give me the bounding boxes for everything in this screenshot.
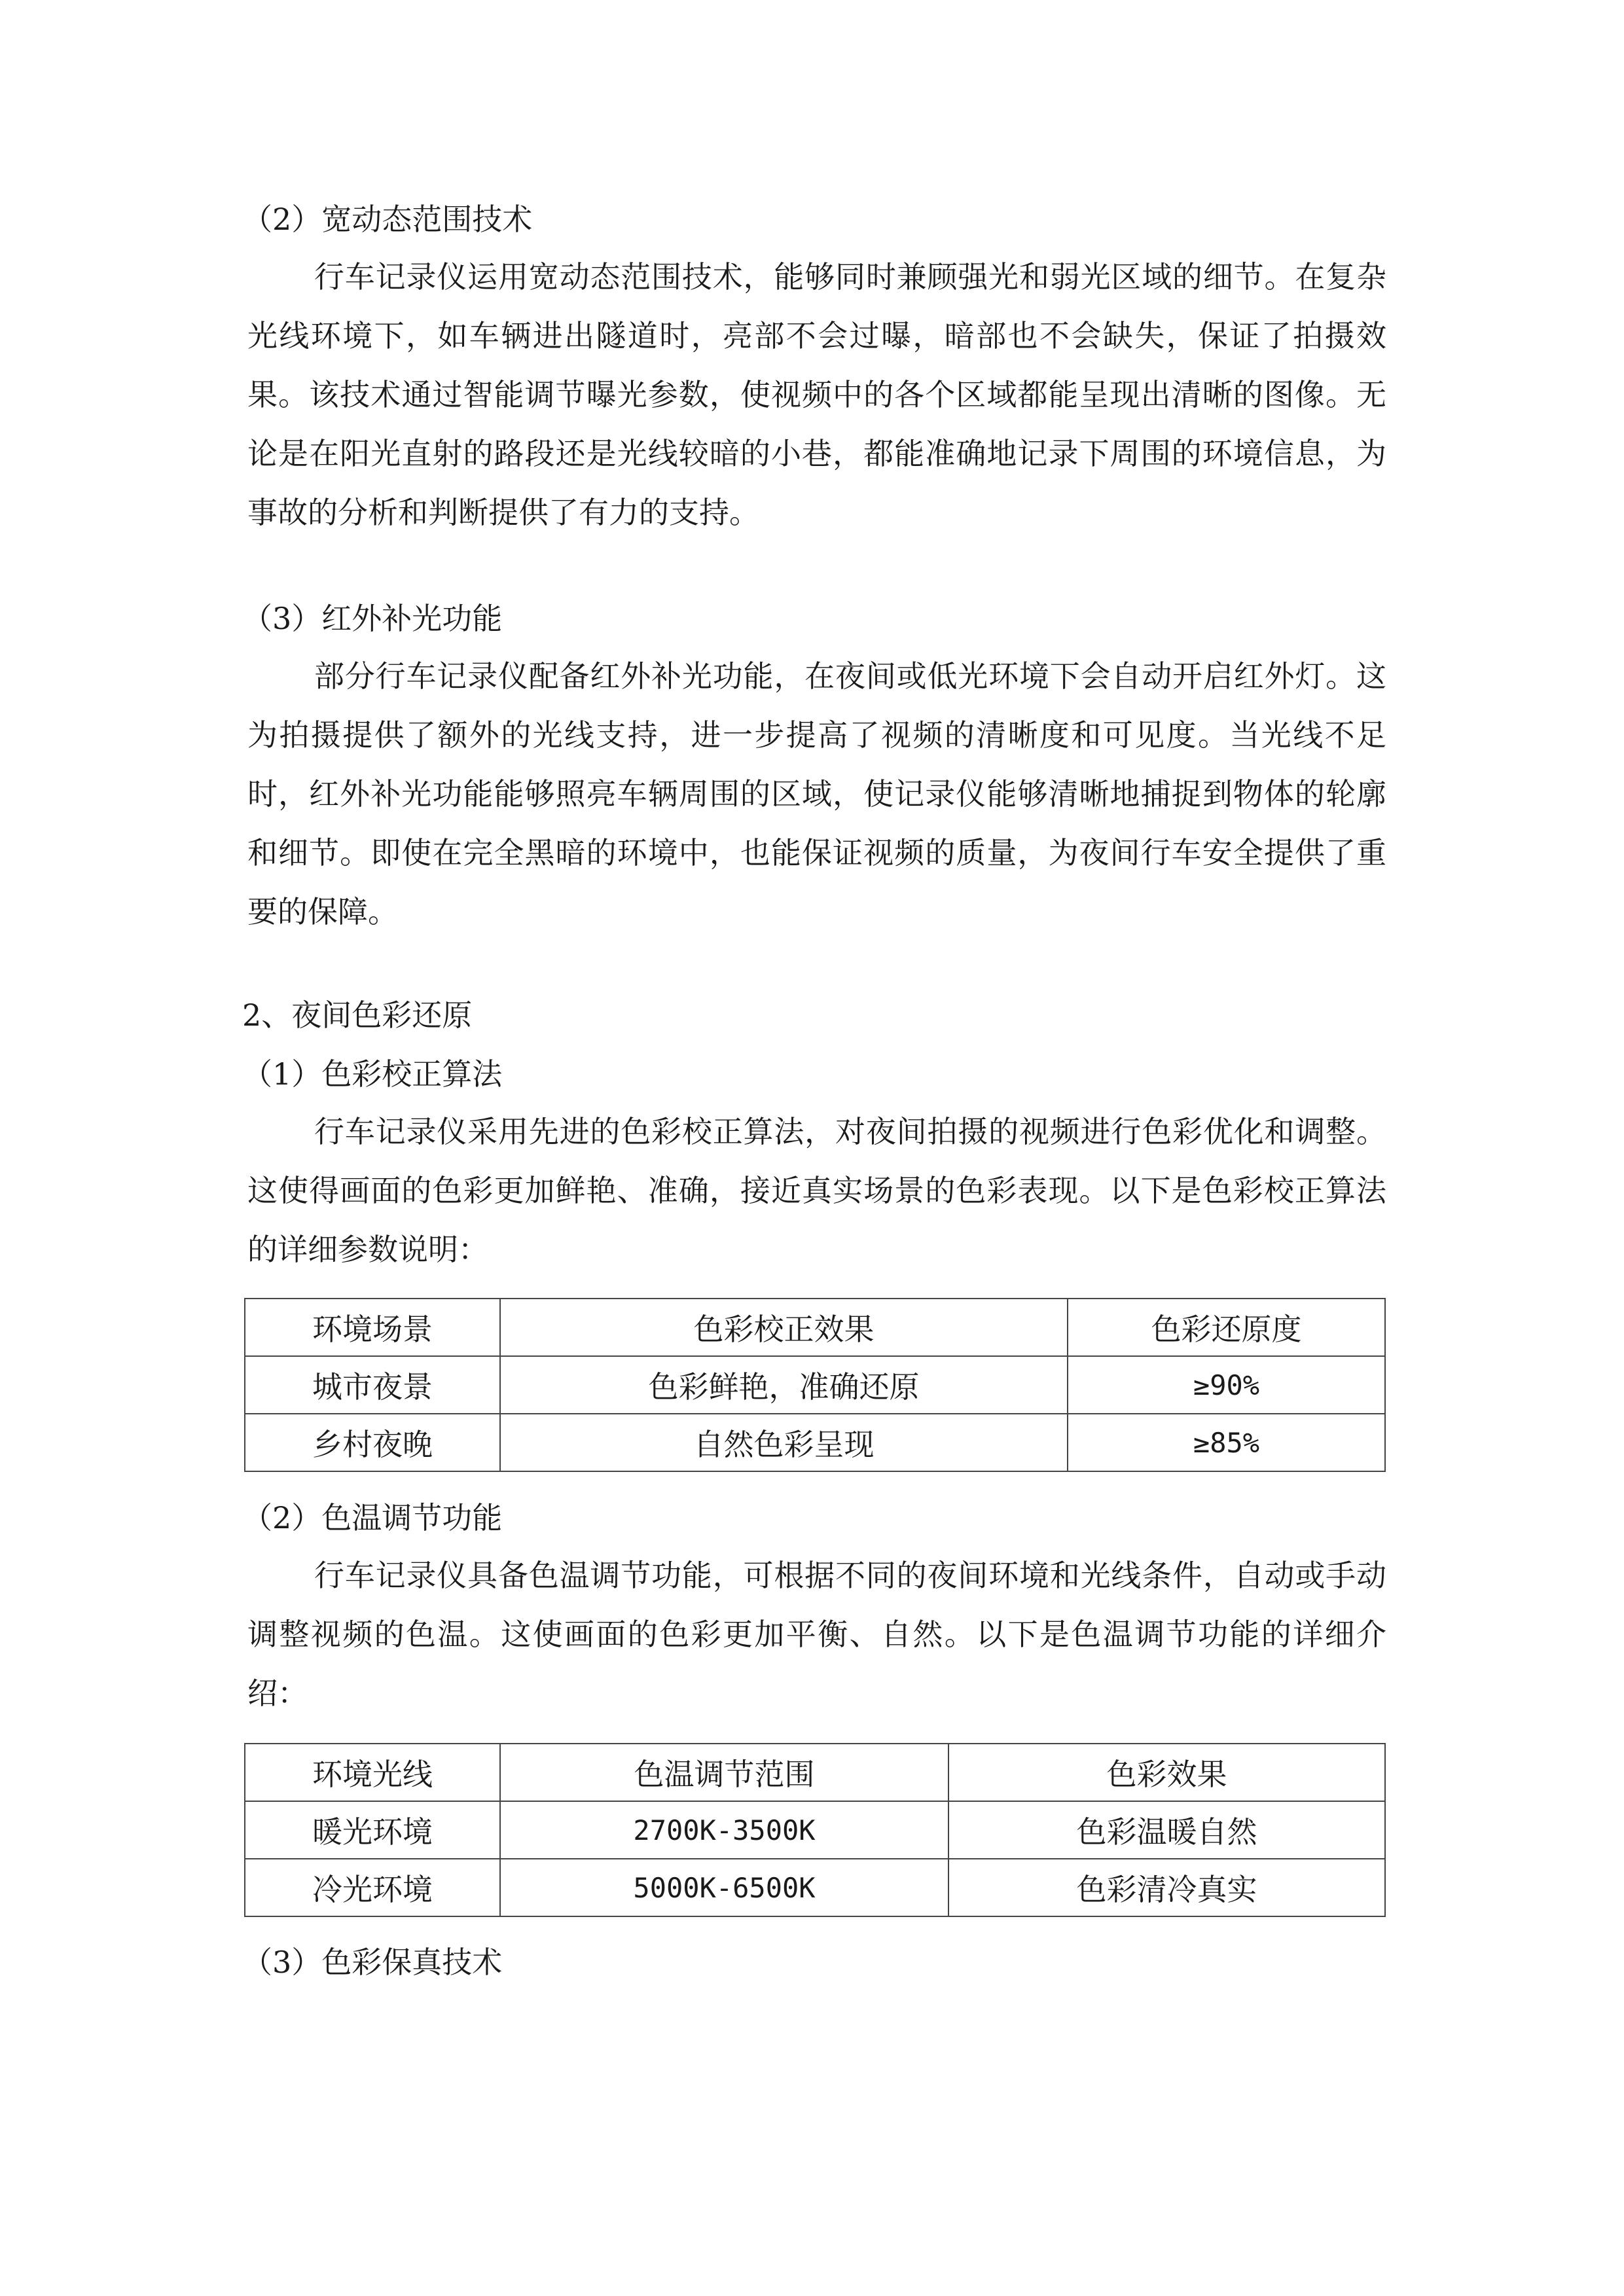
table-cell: 色彩温暖自然 [948,1801,1385,1859]
table-header-cell: 色彩还原度 [1068,1299,1385,1356]
paragraph-color-correction: 行车记录仪采用先进的色彩校正算法，对夜间拍摄的视频进行色彩优化和调整。这使得画面的色彩更加鲜艳、准确，接近真实场景的色彩表现。以下是色彩校正算法的详细参数说明： [247,1114,1386,1267]
table-cell: 2700K-3500K [500,1801,948,1859]
table-cell: 乡村夜晚 [245,1414,500,1471]
paragraph-color-temp: 行车记录仪具备色温调节功能，可根据不同的夜间环境和光线条件，自动或手动调整视频的色温。这使画面的色彩更加平衡、自然。以下是色温调节功能的详细介绍： [247,1558,1386,1711]
color-correction-table [244,1298,1386,1472]
section-heading-fidelity: （3）色彩保真技术 [242,1945,503,1980]
table-cell: 冷光环境 [245,1859,500,1916]
table-header-cell: 色彩校正效果 [500,1299,1068,1356]
section-heading-color-correction: （1）色彩校正算法 [242,1056,503,1092]
table-header-cell: 环境光线 [245,1744,500,1801]
table-cell: 色彩鲜艳，准确还原 [500,1356,1068,1414]
section-heading-infrared: （3）红外补光功能 [242,601,503,636]
table-cell: 城市夜景 [245,1356,500,1414]
table-cell: 色彩清冷真实 [948,1859,1385,1916]
table-row [245,1414,1385,1471]
paragraph-infrared: 部分行车记录仪配备红外补光功能，在夜间或低光环境下会自动开启红外灯。这为拍摄提供了额外的光线支持，进一步提高了视频的清晰度和可见度。当光线不足时，红外补光功能能够照亮车辆周围的区域，使记录仪能够清晰地捕捉到物体的轮廓和细节。即使在完全黑暗的环境中，也能保证视频的质量，为夜间行车安全提供了重要的保障。 [247,658,1386,929]
table-row [245,1859,1385,1916]
paragraph-wdr: 行车记录仪运用宽动态范围技术，能够同时兼顾强光和弱光区域的细节。在复杂光线环境下，如车辆进出隧道时，亮部不会过曝，暗部也不会缺失，保证了拍摄效果。该技术通过智能调节曝光参数，使视频中的各个区域都能呈现出清晰的图像。无论是在阳光直射的路段还是光线较暗的小巷，都能准确地记录下周围的环境信息，为事故的分析和判断提供了有力的支持。 [247,259,1386,530]
table-cell: 自然色彩呈现 [500,1414,1068,1471]
section-heading-night-color: 2、夜间色彩还原 [242,997,473,1033]
table-cell: 暖光环境 [245,1801,500,1859]
color-temp-table [244,1743,1386,1917]
table-header-cell: 环境场景 [245,1299,500,1356]
table-cell: ≥85% [1068,1414,1385,1471]
table-row [245,1801,1385,1859]
table-cell: 5000K-6500K [500,1859,948,1916]
table-header-cell: 色温调节范围 [500,1744,948,1801]
section-heading-wdr: （2）宽动态范围技术 [242,202,533,237]
table-row [245,1356,1385,1414]
section-heading-color-temp: （2）色温调节功能 [242,1500,503,1535]
table-header-row [245,1299,1385,1356]
table-header-row [245,1744,1385,1801]
table-cell: ≥90% [1068,1356,1385,1414]
table-header-cell: 色彩效果 [948,1744,1385,1801]
